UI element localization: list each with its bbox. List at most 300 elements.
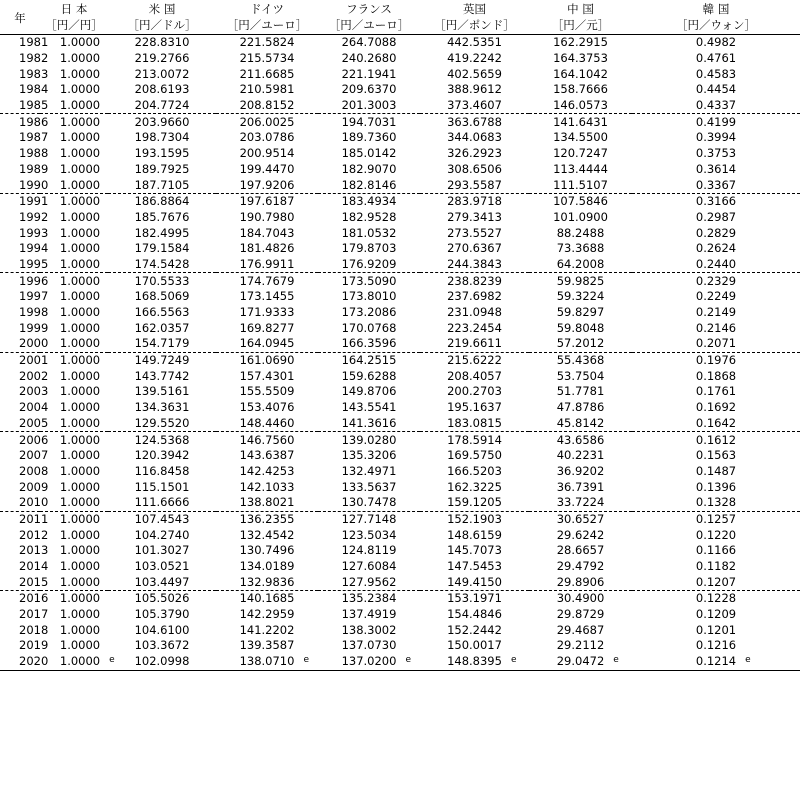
rate-value-text: 1.0000	[59, 448, 101, 463]
rate-cell-japan	[40, 384, 108, 400]
rate-cell-japan	[40, 464, 108, 480]
rate-cell-usa	[108, 352, 216, 368]
year-cell: 2020	[0, 654, 40, 670]
rate-value-text: 201.3003	[341, 98, 397, 113]
rate-value	[135, 495, 190, 510]
rate-value-text: 215.6222	[447, 353, 502, 368]
unit-header-usa: ［円／ドル］	[108, 17, 216, 35]
table-row	[0, 193, 800, 209]
rate-value	[342, 178, 397, 193]
rate-cell-uk	[420, 257, 529, 273]
rate-cell-japan	[40, 591, 108, 607]
rate-value	[135, 289, 190, 304]
rate-value	[447, 369, 502, 384]
rate-value-text: 0.4199	[695, 114, 737, 129]
rate-value-text: 64.2008	[556, 256, 605, 271]
table-row	[0, 416, 800, 432]
rate-value	[696, 67, 736, 82]
rate-value-text: 210.5981	[239, 82, 295, 97]
rate-cell-france	[318, 495, 420, 511]
unit-header-china: ［円／元］	[529, 17, 632, 35]
rate-value	[696, 289, 736, 304]
country-header-japan: 日 本	[60, 2, 88, 16]
rate-value	[447, 35, 502, 50]
rate-value	[60, 528, 100, 543]
rate-cell-japan	[40, 177, 108, 193]
rate-value	[60, 607, 100, 622]
year-cell: 2006	[19, 432, 49, 447]
rate-cell-china	[529, 559, 632, 575]
rate-value	[696, 146, 736, 161]
rate-cell-korea	[632, 607, 800, 623]
rate-cell-uk	[420, 273, 529, 289]
rate-value-text: 161.0690	[239, 353, 295, 368]
rate-value-text: 149.7249	[134, 353, 190, 368]
rate-value-text: 244.3843	[447, 256, 502, 271]
rate-value	[240, 400, 295, 415]
rate-cell-germany	[216, 320, 318, 336]
rate-value	[135, 559, 190, 574]
rate-cell-germany	[216, 273, 318, 289]
rate-value	[60, 559, 100, 574]
rate-value-text: 0.1868	[695, 368, 737, 383]
rate-value-text: 145.7073	[447, 543, 502, 558]
rate-cell-usa	[108, 225, 216, 241]
rate-value-text: 148.6159	[447, 527, 502, 542]
rate-value	[342, 67, 397, 82]
rate-cell-france	[318, 146, 420, 162]
rate-value-text: 115.1501	[134, 479, 190, 494]
rate-value	[342, 623, 397, 638]
rate-cell-germany	[216, 98, 318, 114]
rate-value-text: 1.0000	[59, 305, 101, 320]
rate-value	[342, 591, 397, 606]
year-cell: 2018	[19, 622, 49, 637]
year-cell: 2000	[0, 336, 40, 352]
table-header	[0, 0, 800, 35]
rate-cell-japan	[40, 305, 108, 321]
rate-value	[135, 448, 190, 463]
rate-cell-uk	[420, 66, 529, 82]
rate-cell-usa	[108, 98, 216, 114]
estimate-mark: e	[109, 655, 115, 666]
rate-value-text: 0.1201	[695, 622, 737, 637]
year-cell: 1986	[19, 114, 49, 129]
rate-value	[696, 210, 736, 225]
year-cell: 2007	[19, 448, 49, 463]
header-unit-row	[0, 17, 800, 35]
rate-value-text: 154.4846	[447, 607, 502, 622]
rate-value-text: 166.5563	[134, 305, 190, 320]
rate-value	[135, 257, 190, 272]
rate-value	[342, 336, 397, 351]
rate-value-text: 419.2242	[447, 51, 502, 66]
rate-value-text: 1.0000	[59, 82, 101, 97]
rate-cell-usa	[108, 241, 216, 257]
rate-value	[135, 638, 190, 653]
rate-cell-korea	[632, 257, 800, 273]
rate-value-text: 1.0000	[59, 256, 101, 271]
rate-value-text: 30.6527	[556, 511, 605, 526]
rate-value	[553, 178, 608, 193]
rate-cell-uk	[420, 368, 529, 384]
rate-cell-japan	[40, 527, 108, 543]
rate-value	[447, 512, 502, 527]
rate-value	[342, 130, 397, 145]
rate-value	[240, 51, 295, 66]
rate-cell-japan	[40, 130, 108, 146]
rate-cell-uk	[420, 225, 529, 241]
rate-cell-france	[318, 177, 420, 193]
rate-value-text: 59.8048	[556, 320, 605, 335]
rate-value-text: 153.4076	[239, 400, 295, 415]
rate-value-text: 170.0768	[341, 320, 397, 335]
rate-cell-usa	[108, 66, 216, 82]
rate-value-text: 29.4792	[556, 559, 605, 574]
rate-value-text: 139.3587	[239, 638, 295, 653]
rate-value-text: 55.4368	[556, 353, 605, 368]
rate-cell-usa	[108, 591, 216, 607]
table-row	[0, 130, 800, 146]
rate-value	[696, 226, 736, 241]
rate-value-text: 1.0000	[59, 320, 101, 335]
rate-value-text: 127.6084	[341, 559, 397, 574]
table-body	[0, 35, 800, 671]
unit-header-uk: ［円／ポンド］	[420, 17, 529, 35]
rate-value-text: 0.1214	[695, 654, 737, 669]
rate-value	[447, 321, 502, 336]
rate-value-text: 270.6367	[447, 241, 502, 256]
rate-value-text: 1.0000	[59, 384, 101, 399]
rate-value	[240, 416, 295, 431]
rate-cell-china	[529, 66, 632, 82]
rate-cell-france	[318, 416, 420, 432]
rate-value-text: 30.4900	[556, 591, 605, 606]
rate-cell-usa	[108, 368, 216, 384]
rate-value-text: 308.6506	[447, 161, 502, 176]
rate-value-text: 208.8152	[239, 98, 295, 113]
rate-value-text: 1.0000	[59, 574, 101, 589]
rate-value-text: 1.0000	[59, 479, 101, 494]
rate-cell-china	[529, 241, 632, 257]
rate-value	[60, 67, 100, 82]
rate-cell-usa	[108, 273, 216, 289]
rate-value-text: 149.8706	[341, 384, 397, 399]
rate-value-text: 184.7043	[239, 225, 295, 240]
rate-value-text: 113.4444	[553, 161, 608, 176]
rate-value-text: 189.7360	[341, 130, 397, 145]
rate-cell-china	[529, 416, 632, 432]
rate-value-text: 36.7391	[556, 479, 605, 494]
rate-cell-germany	[216, 51, 318, 67]
year-cell: 2003	[19, 384, 49, 399]
rate-value	[240, 226, 295, 241]
rate-value	[240, 353, 295, 368]
rate-cell-japan	[40, 448, 108, 464]
rate-value-text: 0.4583	[695, 66, 737, 81]
rate-cell-france	[318, 638, 420, 654]
rate-cell-germany	[216, 495, 318, 511]
table-row	[0, 82, 800, 98]
rate-cell-uk	[420, 384, 529, 400]
rate-cell-china	[529, 82, 632, 98]
rate-cell-france	[318, 448, 420, 464]
rate-value	[135, 623, 190, 638]
table-row	[0, 66, 800, 82]
rate-value	[240, 623, 295, 638]
rate-value	[447, 274, 502, 289]
rate-value-text: 1.0000	[59, 336, 101, 351]
rate-value-text: 154.7179	[134, 336, 190, 351]
rate-value	[60, 130, 100, 145]
rate-value-text: 193.1595	[134, 146, 190, 161]
rate-value	[60, 162, 100, 177]
rate-cell-korea	[632, 130, 800, 146]
rate-value-text: 208.6193	[134, 82, 190, 97]
rate-cell-usa	[108, 622, 216, 638]
table-row	[0, 591, 800, 607]
rate-cell-usa	[108, 193, 216, 209]
rate-value-text: 185.0142	[341, 146, 397, 161]
rate-value-text: 197.6187	[239, 194, 295, 209]
rate-value	[696, 35, 736, 50]
rate-value	[342, 226, 397, 241]
rate-value-text: 143.5541	[341, 400, 397, 415]
rate-cell-japan	[40, 607, 108, 623]
rate-value-text: 134.5500	[553, 130, 608, 145]
rate-value-text: 209.6370	[341, 82, 397, 97]
rate-value	[447, 591, 502, 606]
rate-value-text: 132.4971	[341, 463, 397, 478]
rate-value-text: 221.1941	[341, 66, 397, 81]
rate-value-text: 137.0200	[341, 654, 397, 669]
rate-value-text: 1.0000	[59, 98, 101, 113]
rate-cell-china	[529, 384, 632, 400]
rate-value-text: 273.5527	[447, 225, 502, 240]
rate-value-text: 143.7742	[134, 368, 190, 383]
rate-value	[553, 146, 608, 161]
rate-cell-uk	[420, 511, 529, 527]
rate-value-text: 1.0000	[59, 146, 101, 161]
rate-value-text: 1.0000	[59, 209, 101, 224]
rate-value	[696, 305, 736, 320]
rate-value	[696, 82, 736, 97]
rate-value	[60, 543, 100, 558]
rate-cell-france	[318, 464, 420, 480]
rate-cell-korea	[632, 241, 800, 257]
rate-value-text: 200.9514	[239, 146, 295, 161]
rate-cell-uk	[420, 352, 529, 368]
rate-value	[557, 353, 605, 368]
rate-value-text: 197.9206	[239, 177, 295, 192]
rate-value-text: 40.2231	[556, 448, 605, 463]
rate-value-text: 1.0000	[59, 543, 101, 558]
rate-cell-uk	[420, 543, 529, 559]
rate-value	[696, 321, 736, 336]
rate-value-text: 208.4057	[447, 368, 502, 383]
table-row	[0, 114, 800, 130]
rate-value-text: 283.9718	[447, 194, 502, 209]
rate-value-text: 0.1692	[695, 400, 737, 415]
rate-cell-germany	[216, 241, 318, 257]
rate-cell-uk	[420, 241, 529, 257]
rate-value-text: 142.1033	[239, 479, 295, 494]
year-cell: 2010	[0, 495, 40, 511]
rate-value-text: 1.0000	[59, 415, 101, 430]
rate-value-text: 153.1971	[447, 591, 502, 606]
rate-cell-usa	[108, 495, 216, 511]
rate-value-text: 133.5637	[341, 479, 397, 494]
table-row	[0, 543, 800, 559]
rate-value-text: 0.2329	[695, 273, 737, 288]
rate-value-text: 135.3206	[341, 448, 397, 463]
rate-cell-uk	[420, 416, 529, 432]
rate-cell-korea	[632, 591, 800, 607]
rate-value	[135, 369, 190, 384]
rate-cell-china	[529, 320, 632, 336]
rate-cell-china	[529, 527, 632, 543]
rate-value	[447, 528, 502, 543]
rate-value	[240, 464, 295, 479]
rate-cell-japan	[40, 146, 108, 162]
rate-cell-germany	[216, 146, 318, 162]
rate-cell-china	[529, 464, 632, 480]
rate-value-text: 141.3616	[341, 415, 397, 430]
rate-cell-usa	[108, 35, 216, 51]
rate-value	[60, 226, 100, 241]
rate-value	[342, 98, 397, 113]
rate-value-text: 143.6387	[239, 448, 295, 463]
rate-value	[557, 480, 605, 495]
rate-value-text: 132.9836	[239, 574, 295, 589]
rate-value-text: 0.3367	[695, 177, 737, 192]
rate-value	[60, 35, 100, 50]
rate-value-text: 103.3672	[134, 638, 190, 653]
rate-cell-uk	[420, 448, 529, 464]
rate-cell-japan	[40, 210, 108, 226]
rate-cell-usa	[108, 177, 216, 193]
year-cell: 2013	[19, 543, 49, 558]
rate-value-text: 402.5659	[447, 66, 502, 81]
rate-value-text: 179.8703	[341, 241, 397, 256]
rate-cell-france	[318, 66, 420, 82]
rate-cell-france	[318, 400, 420, 416]
rate-value-text: 29.4687	[556, 622, 605, 637]
rate-value	[696, 241, 736, 256]
rate-value	[240, 433, 295, 448]
table-row	[0, 241, 800, 257]
rate-value	[557, 257, 605, 272]
rate-value-text: 213.0072	[134, 66, 190, 81]
country-header-germany: ドイツ	[250, 2, 284, 16]
rate-value-text: 134.3631	[134, 400, 190, 415]
rate-value-text: 29.6242	[556, 527, 605, 542]
rate-value	[240, 130, 295, 145]
rate-value	[135, 274, 190, 289]
rate-cell-france	[318, 591, 420, 607]
rate-value	[557, 400, 605, 415]
rate-value-text: 127.9562	[341, 574, 397, 589]
rate-value	[557, 543, 605, 558]
rate-cell-korea	[632, 654, 800, 670]
rate-value-text: 136.2355	[239, 511, 295, 526]
header-country-row	[0, 0, 800, 17]
table-row	[0, 51, 800, 67]
rate-value	[60, 305, 100, 320]
rate-value-text: 141.6431	[553, 114, 608, 129]
rate-cell-uk	[420, 591, 529, 607]
rate-cell-japan	[40, 289, 108, 305]
rate-value	[447, 241, 502, 256]
year-cell: 1991	[19, 194, 49, 209]
rate-cell-germany	[216, 82, 318, 98]
rate-value	[342, 448, 397, 463]
rate-value	[342, 210, 397, 225]
rate-cell-korea	[632, 177, 800, 193]
rate-cell-korea	[632, 82, 800, 98]
rate-value-text: 159.6288	[341, 368, 397, 383]
rate-value	[557, 495, 605, 510]
rate-value	[240, 528, 295, 543]
rate-value	[60, 194, 100, 209]
rate-cell-uk	[420, 114, 529, 130]
rate-value-text: 124.5368	[134, 432, 190, 447]
rate-value	[557, 289, 605, 304]
rate-cell-france	[318, 654, 420, 670]
rate-value	[135, 51, 190, 66]
rate-value-text: 129.5520	[134, 415, 190, 430]
rate-value-text: 221.5824	[239, 35, 295, 50]
rate-cell-japan	[40, 495, 108, 511]
rate-cell-china	[529, 162, 632, 178]
table-row	[0, 162, 800, 178]
rate-cell-korea	[632, 146, 800, 162]
rate-value	[696, 416, 736, 431]
rate-cell-france	[318, 336, 420, 352]
rate-value	[60, 321, 100, 336]
rate-value-text: 43.6586	[556, 432, 605, 447]
table-row	[0, 622, 800, 638]
rate-value-text: 164.0945	[239, 336, 295, 351]
rate-cell-germany	[216, 336, 318, 352]
rate-value-text: 137.0730	[341, 638, 397, 653]
rate-cell-france	[318, 479, 420, 495]
rate-value-text: 178.5914	[447, 432, 502, 447]
rate-cell-germany	[216, 479, 318, 495]
rate-value	[447, 305, 502, 320]
rate-value-text: 0.1257	[695, 511, 737, 526]
table-row	[0, 210, 800, 226]
rate-value-text: 182.9528	[341, 209, 397, 224]
rate-value	[240, 115, 295, 130]
rate-value	[447, 433, 502, 448]
unit-header-france: ［円／ユーロ］	[318, 17, 420, 35]
year-cell: 2009	[19, 479, 49, 494]
rate-value	[557, 384, 605, 399]
rate-value	[240, 257, 295, 272]
rate-value-text: 0.1209	[695, 607, 737, 622]
rate-value-text: 139.0280	[341, 432, 397, 447]
rate-value-text: 0.2071	[695, 336, 737, 351]
rate-value	[60, 353, 100, 368]
rate-cell-korea	[632, 336, 800, 352]
rate-value-text: 105.3790	[134, 607, 190, 622]
rate-value	[553, 82, 608, 97]
rate-cell-japan	[40, 98, 108, 114]
rate-cell-usa	[108, 527, 216, 543]
table-row	[0, 368, 800, 384]
rate-cell-germany	[216, 622, 318, 638]
